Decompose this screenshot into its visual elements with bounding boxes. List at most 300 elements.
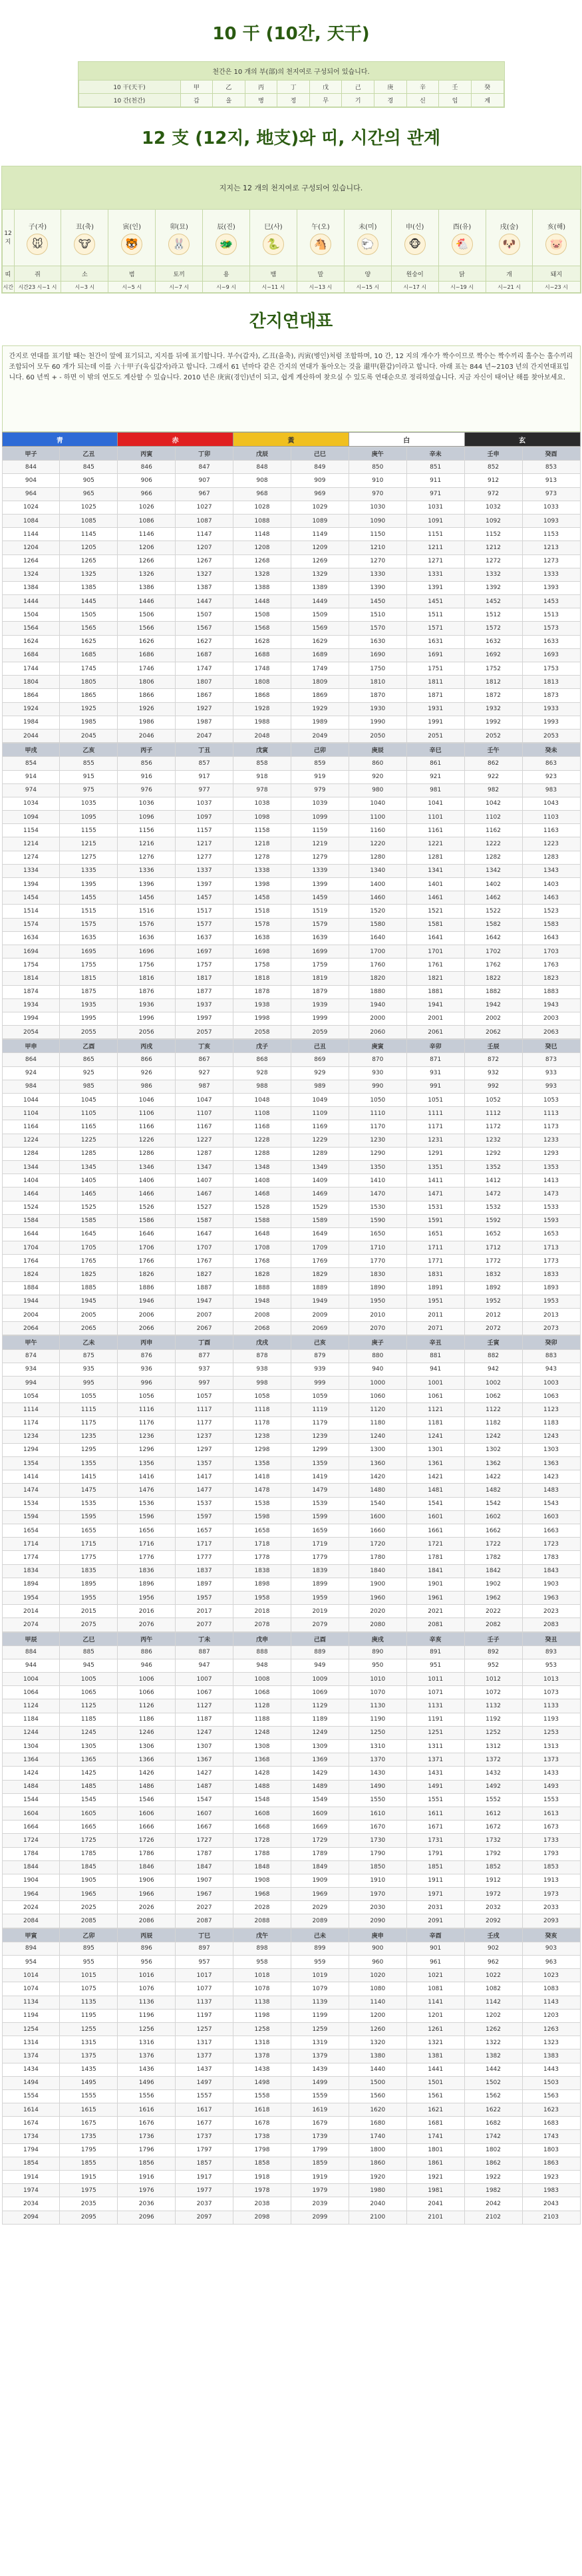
ganji-year-cell: 1005 [60,1673,118,1686]
ganji-year-cell: 1438 [233,2063,291,2076]
ganji-year-row [2,1564,580,1578]
ganji-year-row [2,1659,580,1672]
ganji-year-row [2,662,580,676]
ganji-header-cell: 壬子 [464,1632,522,1645]
ganji-header-cell: 辛未 [406,447,464,461]
ganji-year-cell: 1033 [522,501,580,514]
branch-time: 시~9 시 [203,282,250,293]
ganji-year-cell: 1229 [291,1134,349,1147]
ganji-header-cell: 乙巳 [60,1632,118,1645]
ganji-year-row [2,1510,580,1524]
ganji-year-cell: 1743 [522,2130,580,2143]
ganji-year-cell: 1314 [2,2036,60,2049]
ganji-year-cell: 2070 [349,1322,406,1335]
ganji-year-cell: 1371 [406,1753,464,1767]
ganji-year-cell: 1401 [406,878,464,891]
ganji-year-cell: 1674 [2,2117,60,2130]
ganji-year-cell: 1873 [522,689,580,702]
ganji-year-cell: 1537 [176,1497,233,1510]
ganji-year-cell: 1504 [2,608,60,622]
ganji-year-cell: 1745 [60,662,118,676]
ganji-year-cell: 874 [2,1349,60,1363]
ganji-year-cell: 1028 [233,501,291,514]
ganji-year-cell: 1425 [60,1767,118,1780]
ganji-year-cell: 1701 [406,945,464,958]
ganji-year-cell: 1720 [349,1538,406,1551]
ganji-year-cell: 1689 [291,648,349,662]
ganji-year-cell: 1446 [118,595,176,608]
ganji-year-cell: 1205 [60,541,118,554]
ganji-year-cell: 1756 [118,959,176,972]
ganji-header-cell: 丙午 [118,1632,176,1645]
ganji-year-cell: 1268 [233,554,291,568]
ganji-year-cell: 1202 [464,2009,522,2022]
ganji-year-cell: 1098 [233,811,291,824]
ganji-header-cell: 壬戌 [464,1928,522,1942]
ganji-year-cell: 953 [522,1659,580,1672]
ganji-year-cell: 1380 [349,2049,406,2063]
ganji-year-cell: 863 [522,757,580,770]
ganji-year-cell: 1741 [406,2130,464,2143]
ganji-year-cell: 1643 [522,931,580,945]
ganji-year-cell: 1789 [291,1847,349,1860]
ganji-year-cell: 871 [406,1053,464,1066]
ganji-year-cell: 1597 [176,1510,233,1524]
ganji-year-cell: 1838 [233,1564,291,1578]
ganji-year-cell: 1678 [233,2117,291,2130]
ganji-year-cell: 1252 [464,1726,522,1739]
stems-box [78,61,505,108]
ganji-year-cell: 1987 [176,716,233,729]
animal-icon: 🐍 [263,234,284,255]
ganji-year-cell: 1461 [406,891,464,905]
ganji-year-cell: 1356 [118,1457,176,1470]
ganji-year-cell: 1561 [406,2089,464,2103]
ganji-year-cell: 1754 [2,959,60,972]
ganji-year-cell: 1984 [2,716,60,729]
branch-time: 시~5 시 [108,282,156,293]
ganji-year-cell: 894 [2,1942,60,1955]
ganji-year-cell: 1486 [118,1780,176,1793]
ganji-year-cell: 1220 [349,837,406,851]
branches-table [2,209,581,293]
branch-time: 시~11 시 [250,282,297,293]
ganji-year-cell: 1189 [291,1713,349,1726]
ganji-year-cell: 1058 [233,1390,291,1403]
ganji-year-row [2,1860,580,1874]
ganji-year-row [2,1753,580,1767]
ganji-year-cell: 1494 [2,2076,60,2089]
ganji-year-cell: 2052 [464,729,522,742]
ganji-year-cell: 1690 [349,648,406,662]
stem-hanja-cell: 丁 [277,81,310,94]
branch-animal-name: 말 [297,266,344,282]
ganji-year-cell: 1439 [291,2063,349,2076]
ganji-year-cell: 982 [464,783,522,797]
ganji-year-cell: 1457 [176,891,233,905]
ganji-year-cell: 2097 [176,2211,233,2224]
ganji-year-row [2,1969,580,1982]
ganji-year-cell: 1166 [118,1120,176,1134]
ganji-year-row [2,1201,580,1214]
ganji-year-cell: 1455 [60,891,118,905]
ganji-year-cell: 1026 [118,501,176,514]
ganji-year-cell: 1644 [2,1227,60,1241]
ganji-year-cell: 1311 [406,1740,464,1753]
stems-hanja-row [78,81,504,94]
ganji-year-cell: 2011 [406,1309,464,1322]
ganji-year-cell: 1702 [464,945,522,958]
ganji-year-cell: 1172 [464,1120,522,1134]
ganji-year-cell: 1164 [2,1120,60,1134]
ganji-year-cell: 2076 [118,1618,176,1631]
ganji-header-cell: 丙申 [118,1336,176,1349]
ganji-year-cell: 1846 [118,1860,176,1874]
ganji-year-cell: 1151 [406,528,464,541]
ganji-year-cell: 1655 [60,1524,118,1538]
ganji-year-cell: 1872 [464,689,522,702]
ganji-year-cell: 1143 [522,1996,580,2009]
ganji-year-cell: 1049 [291,1094,349,1107]
ganji-year-cell: 967 [176,487,233,501]
ganji-year-row [2,622,580,635]
branch-animal-cell [438,210,486,266]
ganji-year-cell: 1559 [291,2089,349,2103]
ganji-year-cell: 1281 [406,851,464,864]
ganji-year-cell: 946 [118,1659,176,1672]
ganji-year-cell: 1315 [60,2036,118,2049]
ganji-year-cell: 1340 [349,864,406,877]
ganji-header-cell: 己巳 [291,447,349,461]
ganji-year-cell: 1360 [349,1457,406,1470]
ganji-year-cell: 1006 [118,1673,176,1686]
ganji-year-cell: 987 [176,1080,233,1093]
ganji-year-row [2,702,580,716]
ganji-year-cell: 2084 [2,1914,60,1928]
ganji-year-cell: 1086 [118,514,176,527]
ganji-year-cell: 1228 [233,1134,291,1147]
ganji-year-row [2,487,580,501]
ganji-year-cell: 1391 [406,581,464,594]
ganji-year-cell: 1462 [464,891,522,905]
ganji-year-cell: 1067 [176,1686,233,1699]
ganji-year-cell: 1157 [176,824,233,837]
ganji-year-cell: 1017 [176,1969,233,1982]
branches-time-label: 시간 [2,282,14,293]
ganji-year-cell: 1974 [2,2184,60,2197]
ganji-year-cell: 1864 [2,689,60,702]
ganji-header-cell: 庚寅 [349,1040,406,1053]
ganji-header-cell: 甲戌 [2,744,60,757]
ganji-year-cell: 2045 [60,729,118,742]
ganji-year-cell: 893 [522,1645,580,1659]
ganji-year-cell: 1307 [176,1740,233,1753]
ganji-year-cell: 1060 [349,1390,406,1403]
ganji-year-cell: 1175 [60,1416,118,1430]
ganji-year-cell: 1373 [522,1753,580,1767]
branches-name-label: 띠 [2,266,14,282]
ganji-year-cell: 1943 [522,998,580,1012]
ganji-year-cell: 1232 [464,1134,522,1147]
ganji-year-cell: 1137 [176,1996,233,2009]
color-legend-cell: 玄 [464,433,580,447]
branch-animal-name: 닭 [438,266,486,282]
ganji-year-cell: 1070 [349,1686,406,1699]
ganji-year-cell: 1796 [118,2143,176,2157]
ganji-year-cell: 1913 [522,1874,580,1887]
ganji-year-cell: 1089 [291,514,349,527]
ganji-year-cell: 945 [60,1659,118,1672]
ganji-year-cell: 1185 [60,1713,118,1726]
ganji-year-cell: 1330 [349,568,406,581]
ganji-year-cell: 1326 [118,568,176,581]
ganji-year-cell: 1986 [118,716,176,729]
ganji-year-cell: 1802 [464,2143,522,2157]
ganji-header-cell: 辛巳 [406,744,464,757]
ganji-year-cell: 2008 [233,1309,291,1322]
ganji-year-cell: 1416 [118,1470,176,1484]
ganji-year-cell: 2004 [2,1309,60,1322]
ganji-year-cell: 1154 [2,824,60,837]
ganji-year-row [2,1793,580,1807]
ganji-year-cell: 1091 [406,514,464,527]
ganji-year-cell: 1302 [464,1443,522,1456]
stem-hangul-cell: 기 [342,94,374,107]
branch-animal [440,221,485,255]
ganji-year-row [2,1227,580,1241]
ganji-year-cell: 1489 [291,1780,349,1793]
ganji-year-cell: 1803 [522,2143,580,2157]
ganji-year-cell: 1274 [2,851,60,864]
ganji-year-row [2,1107,580,1120]
ganji-year-cell: 2072 [464,1322,522,1335]
ganji-year-cell: 1367 [176,1753,233,1767]
ganji-year-cell: 1361 [406,1457,464,1470]
ganji-year-cell: 1122 [464,1403,522,1416]
ganji-year-cell: 1050 [349,1094,406,1107]
ganji-year-cell: 1672 [464,1821,522,1834]
ganji-year-cell: 1783 [522,1551,580,1564]
ganji-year-cell: 1533 [522,1201,580,1214]
ganji-year-cell: 1359 [291,1457,349,1470]
ganji-blocks [2,447,581,2225]
ganji-year-cell: 1514 [2,905,60,918]
branch-animal-cell [61,210,108,266]
ganji-year-cell: 1833 [522,1268,580,1281]
ganji-year-cell: 1697 [176,945,233,958]
ganji-year-cell: 1904 [2,1874,60,1887]
ganji-year-cell: 2028 [233,1901,291,1914]
ganji-year-cell: 1778 [233,1551,291,1564]
ganji-year-row [2,2049,580,2063]
ganji-year-row [2,1996,580,2009]
ganji-year-cell: 1989 [291,716,349,729]
ganji-year-cell: 1656 [118,1524,176,1538]
ganji-year-cell: 1718 [233,1538,291,1551]
ganji-year-cell: 1958 [233,1591,291,1604]
branch-animal [62,221,107,255]
ganji-year-cell: 1593 [522,1214,580,1227]
ganji-year-cell: 869 [291,1053,349,1066]
ganji-year-cell: 1062 [464,1390,522,1403]
ganji-year-cell: 847 [176,461,233,474]
ganji-year-cell: 1892 [464,1281,522,1295]
ganji-year-cell: 864 [2,1053,60,1066]
ganji-year-row [2,474,580,487]
ganji-year-cell: 1275 [60,851,118,864]
ganji-year-cell: 1806 [118,676,176,689]
ganji-year-cell: 1917 [176,2171,233,2184]
ganji-year-cell: 1072 [464,1686,522,1699]
ganji-year-cell: 1317 [176,2036,233,2049]
ganji-year-cell: 1394 [2,878,60,891]
ganji-year-cell: 1388 [233,581,291,594]
ganji-year-cell: 2006 [118,1309,176,1322]
ganji-year-cell: 1342 [464,864,522,877]
ganji-year-cell: 2018 [233,1605,291,1618]
ganji-year-cell: 1140 [349,1996,406,2009]
ganji-year-cell: 1149 [291,528,349,541]
ganji-year-cell: 1052 [464,1094,522,1107]
ganji-year-cell: 1448 [233,595,291,608]
ganji-year-cell: 1331 [406,568,464,581]
ganji-year-row [2,959,580,972]
ganji-year-cell: 849 [291,461,349,474]
ganji-year-cell: 1601 [406,1510,464,1524]
ganji-year-cell: 1271 [406,554,464,568]
ganji-year-cell: 1420 [349,1470,406,1484]
ganji-year-cell: 1284 [2,1147,60,1160]
ganji-year-cell: 1219 [291,837,349,851]
ganji-year-cell: 1174 [2,1416,60,1430]
ganji-year-cell: 1254 [2,2022,60,2036]
ganji-year-cell: 1440 [349,2063,406,2076]
ganji-year-cell: 1540 [349,1497,406,1510]
ganji-year-cell: 1881 [406,985,464,998]
ganji-year-row [2,1956,580,1969]
ganji-year-cell: 1636 [118,931,176,945]
ganji-year-cell: 1856 [118,2157,176,2170]
ganji-year-cell: 1088 [233,514,291,527]
ganji-year-cell: 1808 [233,676,291,689]
ganji-year-cell: 1460 [349,891,406,905]
ganji-year-cell: 1976 [118,2184,176,2197]
branch-animal [533,221,579,255]
ganji-year-cell: 2095 [60,2211,118,2224]
ganji-year-cell: 2010 [349,1309,406,1322]
ganji-year-cell: 1582 [464,918,522,931]
ganji-year-row [2,1363,580,1376]
ganji-year-row [2,1888,580,1901]
ganji-year-row [2,1713,580,1726]
ganji-header-cell: 丁亥 [176,1040,233,1053]
ganji-year-cell: 932 [464,1066,522,1080]
ganji-year-row [2,1605,580,1618]
ganji-header-cell: 甲午 [2,1336,60,1349]
ganji-header-cell: 乙亥 [60,744,118,757]
ganji-year-row [2,1053,580,1066]
ganji-year-cell: 1375 [60,2049,118,2063]
ganji-year-cell: 1497 [176,2076,233,2089]
ganji-year-cell: 1883 [522,985,580,998]
ganji-year-cell: 1093 [522,514,580,527]
ganji-year-row [2,608,580,622]
ganji-year-cell: 1041 [406,797,464,810]
ganji-year-cell: 1495 [60,2076,118,2089]
ganji-year-cell: 1766 [118,1255,176,1268]
ganji-year-cell: 1221 [406,837,464,851]
animal-icon: 🐴 [310,234,331,255]
ganji-year-row [2,568,580,581]
ganji-year-cell: 1985 [60,716,118,729]
branch-hanja: 辰(진) [217,223,235,231]
ganji-year-cell: 1569 [291,622,349,635]
ganji-year-cell: 2015 [60,1605,118,1618]
ganji-year-cell: 1152 [464,528,522,541]
ganji-year-cell: 1320 [349,2036,406,2049]
ganji-year-cell: 1560 [349,2089,406,2103]
ganji-year-cell: 1008 [233,1673,291,1686]
ganji-year-cell: 1694 [2,945,60,958]
ganji-year-cell: 1012 [464,1673,522,1686]
ganji-year-cell: 851 [406,461,464,474]
ganji-year-cell: 1156 [118,824,176,837]
ganji-year-cell: 1792 [464,1847,522,1860]
ganji-year-row [2,878,580,891]
ganji-year-row [2,931,580,945]
ganji-year-cell: 1212 [464,541,522,554]
ganji-year-cell: 888 [233,1645,291,1659]
ganji-year-cell: 1244 [2,1726,60,1739]
ganji-year-cell: 1208 [233,541,291,554]
ganji-year-cell: 1619 [291,2103,349,2117]
ganji-year-cell: 2053 [522,729,580,742]
ganji-year-cell: 1428 [233,1767,291,1780]
ganji-year-cell: 1020 [349,1969,406,1982]
animal-icon: 🐯 [121,234,142,255]
ganji-header-cell: 庚戌 [349,1632,406,1645]
ganji-year-cell: 2048 [233,729,291,742]
ganji-year-cell: 1133 [522,1699,580,1713]
ganji-year-row [2,2089,580,2103]
ganji-year-cell: 1239 [291,1430,349,1443]
ganji-year-cell: 1841 [406,1564,464,1578]
ganji-year-cell: 1120 [349,1403,406,1416]
ganji-year-cell: 1543 [522,1497,580,1510]
ganji-year-cell: 1944 [2,1295,60,1308]
ganji-year-row [2,1349,580,1363]
ganji-year-cell: 1211 [406,541,464,554]
ganji-year-row [2,1821,580,1834]
ganji-header-cell: 庚子 [349,1336,406,1349]
ganji-year-cell: 2067 [176,1322,233,1335]
ganji-year-cell: 1654 [2,1524,60,1538]
ganji-year-cell: 1308 [233,1740,291,1753]
ganji-year-row [2,514,580,527]
ganji-year-cell: 1888 [233,1281,291,1295]
ganji-year-cell: 1264 [2,554,60,568]
stems-table [78,80,504,107]
ganji-year-cell: 1215 [60,837,118,851]
ganji-year-cell: 890 [349,1645,406,1659]
ganji-year-cell: 1755 [60,959,118,972]
ganji-year-cell: 850 [349,461,406,474]
ganji-year-cell: 1932 [464,702,522,716]
ganji-year-cell: 861 [406,757,464,770]
ganji-year-cell: 1880 [349,985,406,998]
ganji-year-cell: 1336 [118,864,176,877]
ganji-header-cell: 丁卯 [176,447,233,461]
